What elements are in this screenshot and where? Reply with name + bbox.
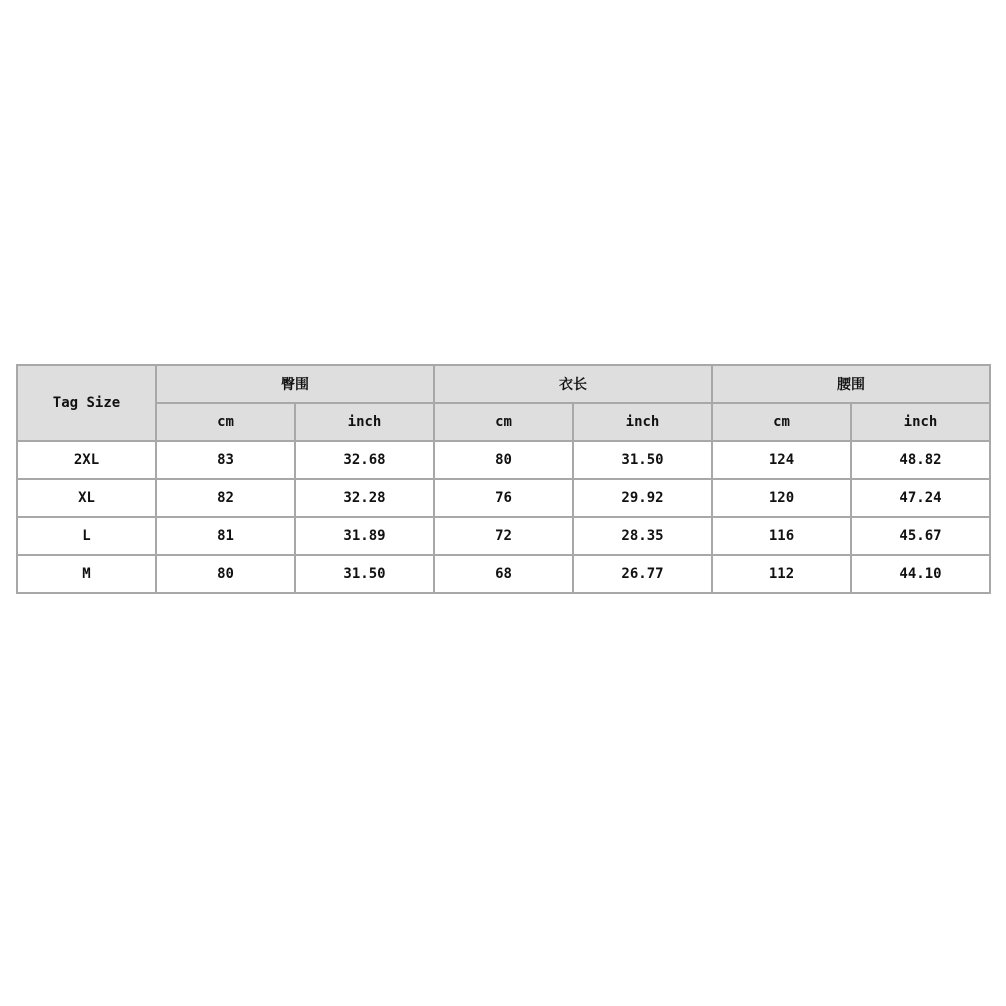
table-cell: 26.77 [573, 555, 712, 593]
table-cell: 80 [434, 441, 573, 479]
size-cell: XL [17, 479, 156, 517]
table-row [17, 555, 990, 593]
unit-header: inch [851, 403, 990, 441]
table-cell: 116 [712, 517, 851, 555]
table-row [17, 479, 990, 517]
table-cell: 29.92 [573, 479, 712, 517]
table-cell: 48.82 [851, 441, 990, 479]
size-cell: M [17, 555, 156, 593]
size-chart-table [16, 364, 991, 594]
table-cell: 82 [156, 479, 295, 517]
table-cell: 83 [156, 441, 295, 479]
table-cell: 44.10 [851, 555, 990, 593]
table-cell: 80 [156, 555, 295, 593]
table-cell: 120 [712, 479, 851, 517]
table-cell: 31.50 [573, 441, 712, 479]
table-cell: 124 [712, 441, 851, 479]
tag-size-header: Tag Size [17, 365, 156, 441]
table-cell: 31.89 [295, 517, 434, 555]
table-cell: 68 [434, 555, 573, 593]
table-cell: 28.35 [573, 517, 712, 555]
unit-header: cm [156, 403, 295, 441]
table-row [17, 517, 990, 555]
table-cell: 72 [434, 517, 573, 555]
unit-header: cm [712, 403, 851, 441]
unit-header: inch [295, 403, 434, 441]
table-cell: 45.67 [851, 517, 990, 555]
table-cell: 32.68 [295, 441, 434, 479]
size-cell: 2XL [17, 441, 156, 479]
waist-header: 腰围 [712, 365, 990, 403]
unit-header: inch [573, 403, 712, 441]
size-cell: L [17, 517, 156, 555]
table-cell: 31.50 [295, 555, 434, 593]
hip-header: 臀围 [156, 365, 434, 403]
table-cell: 81 [156, 517, 295, 555]
table-cell: 32.28 [295, 479, 434, 517]
table-cell: 112 [712, 555, 851, 593]
table-cell: 76 [434, 479, 573, 517]
group-header-row [17, 365, 990, 403]
table-cell: 47.24 [851, 479, 990, 517]
unit-header-row [17, 403, 990, 441]
table-row [17, 441, 990, 479]
length-header: 衣长 [434, 365, 712, 403]
unit-header: cm [434, 403, 573, 441]
